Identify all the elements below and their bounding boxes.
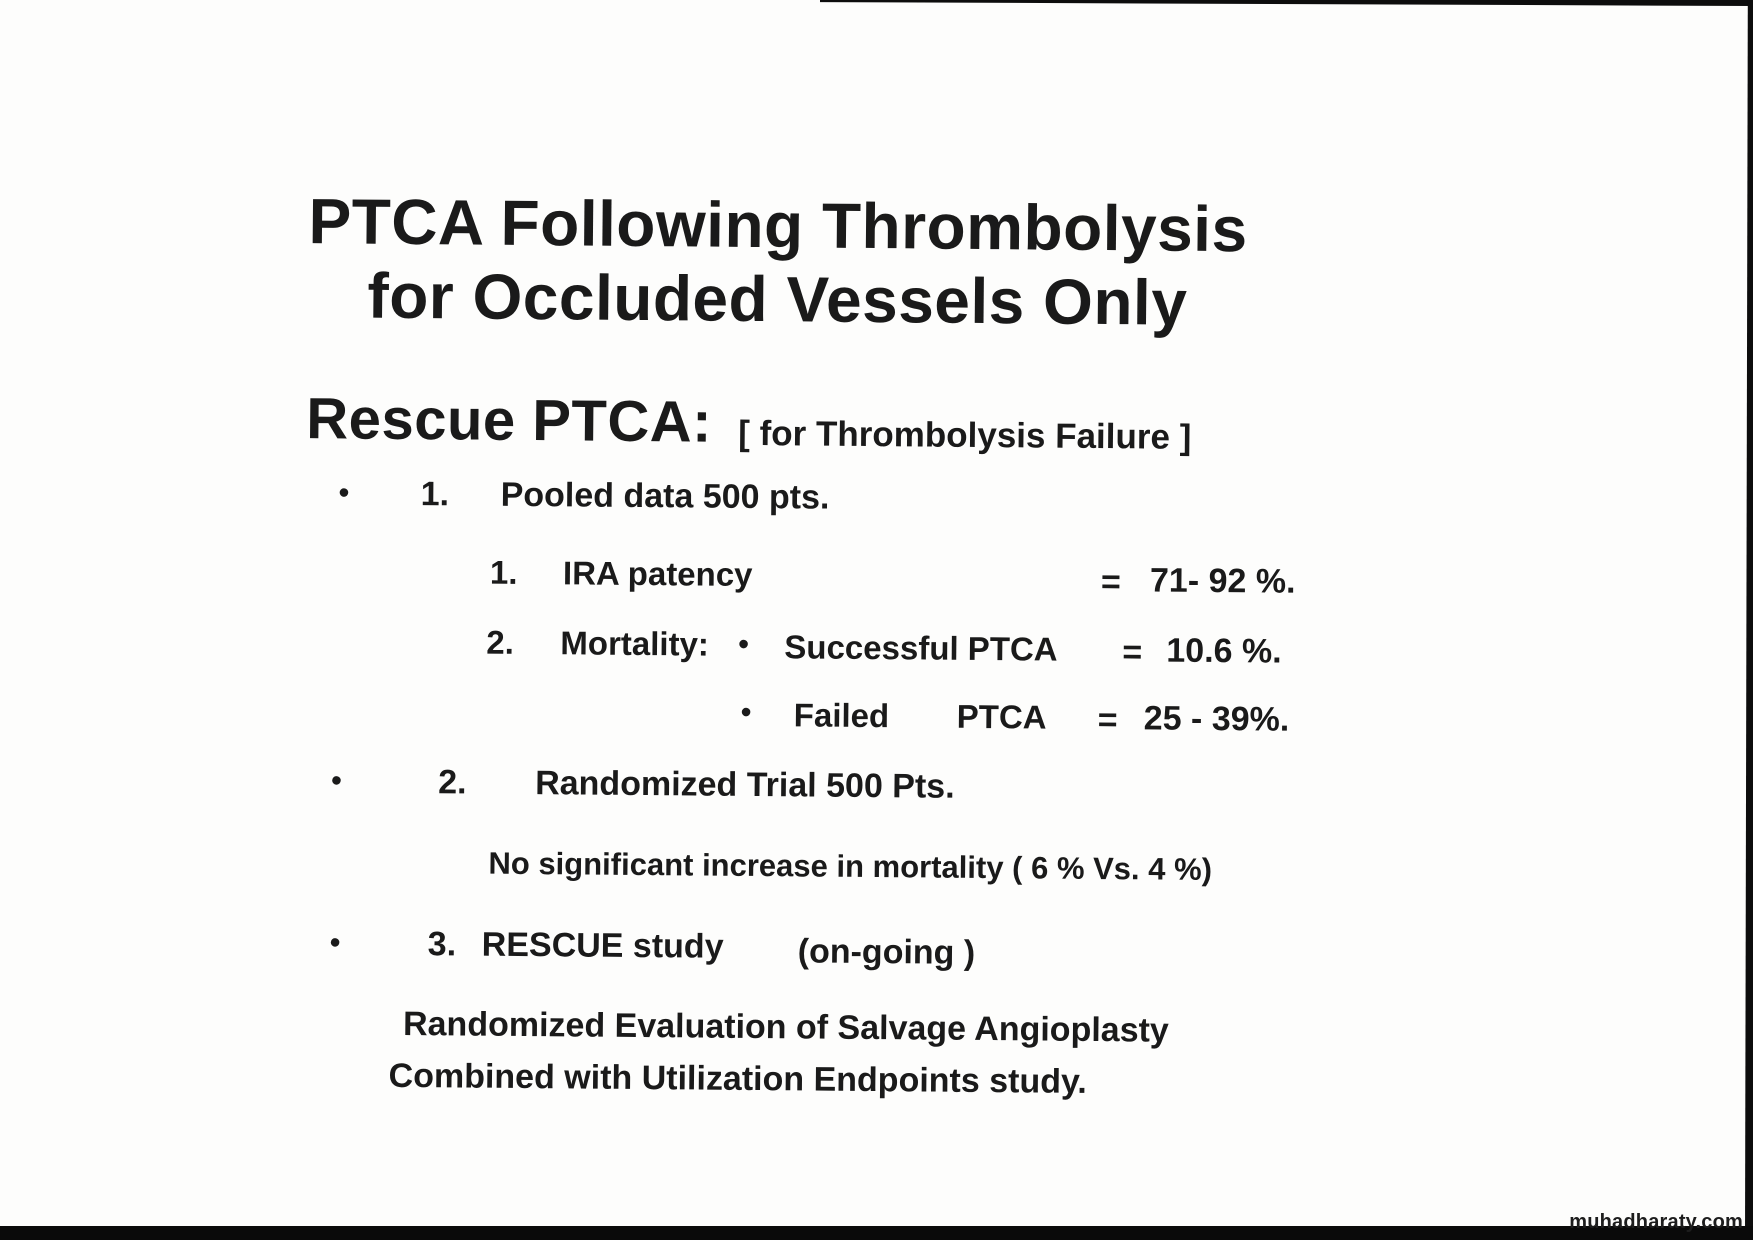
sub-item2-value: 10.6 %. bbox=[1166, 631, 1282, 671]
bullet-icon: • bbox=[338, 476, 350, 510]
page-title bbox=[237, 183, 1318, 340]
bullet-icon: • bbox=[329, 926, 341, 960]
watermark-text: muhadharaty.com bbox=[1569, 1211, 1743, 1233]
subtitle-main: Rescue PTCA: bbox=[306, 386, 713, 455]
item3-suffix: (on-going ) bbox=[797, 932, 976, 972]
bullet-icon: • bbox=[331, 764, 342, 798]
mortality-note: No significant increase in mortality ( 6 % Vs. 4 %) bbox=[488, 845, 1213, 887]
page-title-line1: PTCA Following Thrombolysis bbox=[308, 185, 1248, 266]
item3-text: RESCUE study bbox=[481, 925, 724, 966]
sub-item2-number: 2. bbox=[486, 623, 515, 661]
bullet-icon: • bbox=[738, 627, 750, 661]
rescue-expansion-line2: Combined with Utilization Endpoints study. bbox=[388, 1056, 1087, 1101]
subtitle-bracket: [ for Thrombolysis Failure ] bbox=[738, 413, 1192, 457]
rescue-expansion-line1: Randomized Evaluation of Salvage Angioplasty bbox=[402, 1004, 1169, 1050]
sub-item3-value: 25 - 39%. bbox=[1143, 699, 1290, 739]
item2-number: 2. bbox=[438, 763, 467, 802]
page-title-line2: for Occluded Vessels Only bbox=[367, 259, 1188, 339]
item2-text: Randomized Trial 500 Pts. bbox=[535, 764, 955, 806]
sub-item2-entry: Successful PTCA bbox=[784, 628, 1058, 668]
item3-number: 3. bbox=[427, 925, 457, 964]
item1-text: Pooled data 500 pts. bbox=[500, 475, 830, 517]
sub-item3-equals: = bbox=[1097, 700, 1118, 740]
item1-number: 1. bbox=[420, 475, 450, 514]
sub-item3-word1: Failed bbox=[793, 696, 890, 735]
bullet-icon: • bbox=[740, 695, 752, 729]
sub-item2-equals: = bbox=[1122, 633, 1143, 672]
sub-item1-equals: = bbox=[1100, 563, 1121, 602]
sub-item2-label: Mortality: bbox=[560, 624, 710, 663]
sub-item1-value: 71- 92 %. bbox=[1149, 561, 1296, 601]
sub-item1-label: IRA patency bbox=[562, 554, 753, 593]
sub-item3-word2: PTCA bbox=[956, 697, 1047, 736]
sub-item1-number: 1. bbox=[489, 553, 518, 591]
